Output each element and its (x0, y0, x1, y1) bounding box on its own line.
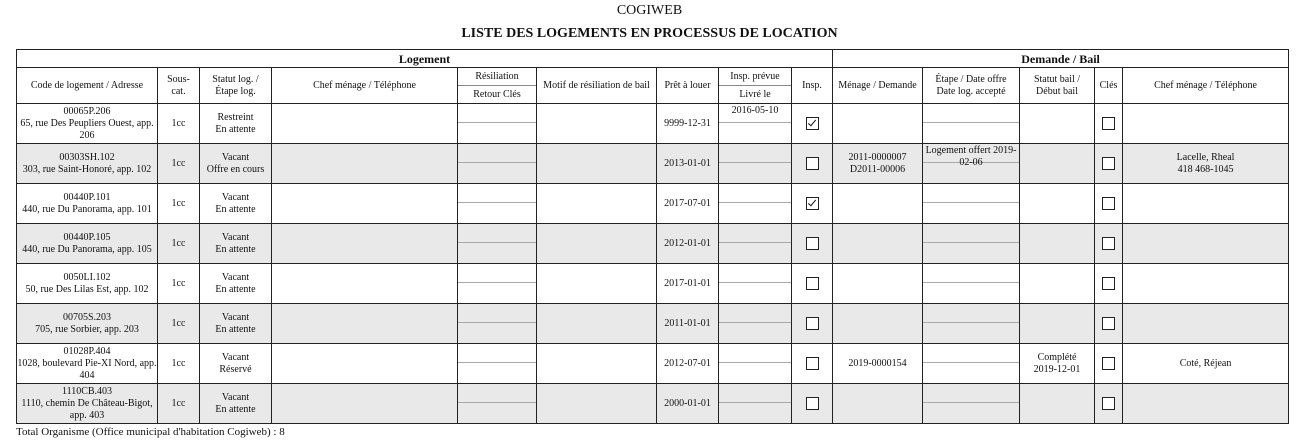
cell-pret: 2013-01-01 (657, 144, 719, 184)
inspection-checkbox[interactable] (806, 277, 819, 290)
col-header-insp: Insp. (792, 68, 833, 104)
cell-souscat: 1cc (158, 144, 200, 184)
cell-cles (1095, 264, 1123, 304)
cell-insp-prevue: 2016-05-10 (719, 104, 792, 144)
cell-chef2 (1123, 384, 1289, 424)
inspection-checkbox[interactable] (806, 357, 819, 370)
col-header-souscat: Sous- cat. (158, 68, 200, 104)
cell-code: 00705S.203 705, rue Sorbier, app. 203 (17, 304, 158, 344)
cell-etape (923, 304, 1020, 344)
keys-checkbox[interactable] (1102, 197, 1115, 210)
cell-souscat: 1cc (158, 384, 200, 424)
cell-insp-prevue (719, 224, 792, 264)
keys-checkbox[interactable] (1102, 117, 1115, 130)
col-header-chef2: Chef ménage / Téléphone (1123, 68, 1289, 104)
group-header-demande: Demande / Bail (833, 50, 1289, 68)
cell-chef (272, 264, 458, 304)
cell-insp (792, 104, 833, 144)
cell-motif (537, 264, 657, 304)
col-header-cles: Clés (1095, 68, 1123, 104)
cell-etape (923, 344, 1020, 384)
total-line: Total Organisme (Office municipal d'habitation Cogiweb) : 8 (16, 426, 285, 438)
col-header-etape: Étape / Date offre Date log. accepté (923, 68, 1020, 104)
cell-code: 00440P.101 440, rue Du Panorama, app. 101 (17, 184, 158, 224)
cell-statut: Vacant En attente (200, 384, 272, 424)
cell-motif (537, 104, 657, 144)
cell-menage (833, 104, 923, 144)
cell-cles (1095, 184, 1123, 224)
cell-statut-bail (1020, 224, 1095, 264)
cell-chef (272, 104, 458, 144)
cell-code: 0050LI.102 50, rue Des Lilas Est, app. 102 (17, 264, 158, 304)
cell-code: 00440P.105 440, rue Du Panorama, app. 105 (17, 224, 158, 264)
table-row (17, 224, 1289, 264)
cell-cles (1095, 344, 1123, 384)
cell-statut-bail (1020, 304, 1095, 344)
cell-chef2: Lacelle, Rheal 418 468-1045 (1123, 144, 1289, 184)
inspection-checkbox[interactable] (806, 237, 819, 250)
cell-menage (833, 384, 923, 424)
housing-table (16, 49, 1289, 424)
inspection-checkbox[interactable] (806, 197, 819, 210)
keys-checkbox[interactable] (1102, 317, 1115, 330)
table-row (17, 384, 1289, 424)
cell-pret: 2017-07-01 (657, 184, 719, 224)
cell-motif (537, 144, 657, 184)
inspection-checkbox[interactable] (806, 317, 819, 330)
group-header-logement: Logement (17, 50, 833, 68)
keys-checkbox[interactable] (1102, 237, 1115, 250)
cell-pret: 2000-01-01 (657, 384, 719, 424)
cell-menage (833, 264, 923, 304)
cell-statut-bail (1020, 264, 1095, 304)
table-row (17, 304, 1289, 344)
cell-resiliation (458, 384, 537, 424)
table-row (17, 144, 1289, 184)
cell-cles (1095, 384, 1123, 424)
cell-etape (923, 224, 1020, 264)
cell-statut: Vacant En attente (200, 224, 272, 264)
cell-statut: Vacant Offre en cours (200, 144, 272, 184)
cell-souscat: 1cc (158, 344, 200, 384)
cell-cles (1095, 304, 1123, 344)
table-body (17, 104, 1289, 424)
keys-checkbox[interactable] (1102, 157, 1115, 170)
cell-chef2 (1123, 304, 1289, 344)
cell-insp-prevue (719, 184, 792, 224)
table-row (17, 344, 1289, 384)
cell-statut: Vacant Réservé (200, 344, 272, 384)
cell-souscat: 1cc (158, 224, 200, 264)
cell-statut-bail (1020, 104, 1095, 144)
cell-pret: 9999-12-31 (657, 104, 719, 144)
col-header-motif: Motif de résiliation de bail (537, 68, 657, 104)
cell-etape (923, 104, 1020, 144)
cell-etape (923, 184, 1020, 224)
cell-resiliation (458, 144, 537, 184)
cell-statut: Vacant En attente (200, 264, 272, 304)
cell-menage (833, 224, 923, 264)
cell-chef (272, 224, 458, 264)
cell-chef (272, 344, 458, 384)
table-row (17, 184, 1289, 224)
cell-statut-bail (1020, 384, 1095, 424)
cell-chef2: Coté, Réjean (1123, 344, 1289, 384)
cell-menage: 2019-0000154 (833, 344, 923, 384)
cell-statut: Restreint En attente (200, 104, 272, 144)
cell-chef (272, 184, 458, 224)
cell-code: 00303SH.102 303, rue Saint-Honoré, app. 102 (17, 144, 158, 184)
cell-statut: Vacant En attente (200, 304, 272, 344)
cell-souscat: 1cc (158, 104, 200, 144)
keys-checkbox[interactable] (1102, 357, 1115, 370)
cell-insp-prevue (719, 144, 792, 184)
cell-cles (1095, 224, 1123, 264)
cell-chef2 (1123, 104, 1289, 144)
cell-chef2 (1123, 184, 1289, 224)
cell-chef2 (1123, 224, 1289, 264)
cell-code: 00065P.206 65, rue Des Peupliers Ouest, app. 206 (17, 104, 158, 144)
organization-name: COGIWEB (616, 3, 683, 18)
cell-etape (923, 264, 1020, 304)
col-header-insp-prevue: Insp. prévue Livré le (719, 68, 792, 104)
col-header-code: Code de logement / Adresse (17, 68, 158, 104)
keys-checkbox[interactable] (1102, 397, 1115, 410)
cell-cles (1095, 144, 1123, 184)
col-header-resiliation: Résiliation Retour Clés (458, 68, 537, 104)
cell-insp (792, 144, 833, 184)
cell-cles (1095, 104, 1123, 144)
cell-insp (792, 264, 833, 304)
inspection-checkbox[interactable] (806, 157, 819, 170)
cell-pret: 2012-07-01 (657, 344, 719, 384)
cell-chef (272, 144, 458, 184)
col-header-statut-bail: Statut bail / Début bail (1020, 68, 1095, 104)
cell-souscat: 1cc (158, 304, 200, 344)
cell-pret: 2017-01-01 (657, 264, 719, 304)
cell-menage (833, 184, 923, 224)
cell-statut-bail (1020, 184, 1095, 224)
cell-resiliation (458, 224, 537, 264)
table-row (17, 104, 1289, 144)
cell-resiliation (458, 264, 537, 304)
keys-checkbox[interactable] (1102, 277, 1115, 290)
cell-code: 01028P.404 1028, boulevard Pie-XI Nord, app. 404 (17, 344, 158, 384)
cell-menage (833, 304, 923, 344)
cell-motif (537, 184, 657, 224)
cell-statut-bail (1020, 144, 1095, 184)
cell-resiliation (458, 184, 537, 224)
cell-chef2 (1123, 264, 1289, 304)
cell-statut: Vacant En attente (200, 184, 272, 224)
col-header-statut: Statut log. / Étape log. (200, 68, 272, 104)
col-header-chef: Chef ménage / Téléphone (272, 68, 458, 104)
table-row (17, 264, 1289, 304)
cell-insp (792, 384, 833, 424)
cell-motif (537, 224, 657, 264)
col-header-pret: Prêt à louer (657, 68, 719, 104)
inspection-checkbox[interactable] (806, 117, 819, 130)
cell-souscat: 1cc (158, 264, 200, 304)
cell-motif (537, 344, 657, 384)
cell-resiliation (458, 104, 537, 144)
cell-etape (923, 384, 1020, 424)
cell-insp (792, 304, 833, 344)
cell-pret: 2012-01-01 (657, 224, 719, 264)
cell-menage: 2011-0000007 D2011-00006 (833, 144, 923, 184)
cell-insp (792, 184, 833, 224)
cell-insp (792, 344, 833, 384)
cell-insp-prevue (719, 264, 792, 304)
cell-chef (272, 384, 458, 424)
cell-insp-prevue (719, 384, 792, 424)
cell-motif (537, 384, 657, 424)
cell-resiliation (458, 344, 537, 384)
cell-insp-prevue (719, 304, 792, 344)
report-title: LISTE DES LOGEMENTS EN PROCESSUS DE LOCATION (461, 26, 838, 41)
cell-insp (792, 224, 833, 264)
cell-code: 1110CB.403 1110, chemin De Château-Bigot, app. 403 (17, 384, 158, 424)
cell-motif (537, 304, 657, 344)
cell-pret: 2011-01-01 (657, 304, 719, 344)
cell-etape: Logement offert 2019-02-06 (923, 144, 1020, 184)
col-header-menage: Ménage / Demande (833, 68, 923, 104)
cell-chef (272, 304, 458, 344)
cell-insp-prevue (719, 344, 792, 384)
cell-statut-bail: Complété 2019-12-01 (1020, 344, 1095, 384)
cell-resiliation (458, 304, 537, 344)
inspection-checkbox[interactable] (806, 397, 819, 410)
cell-souscat: 1cc (158, 184, 200, 224)
